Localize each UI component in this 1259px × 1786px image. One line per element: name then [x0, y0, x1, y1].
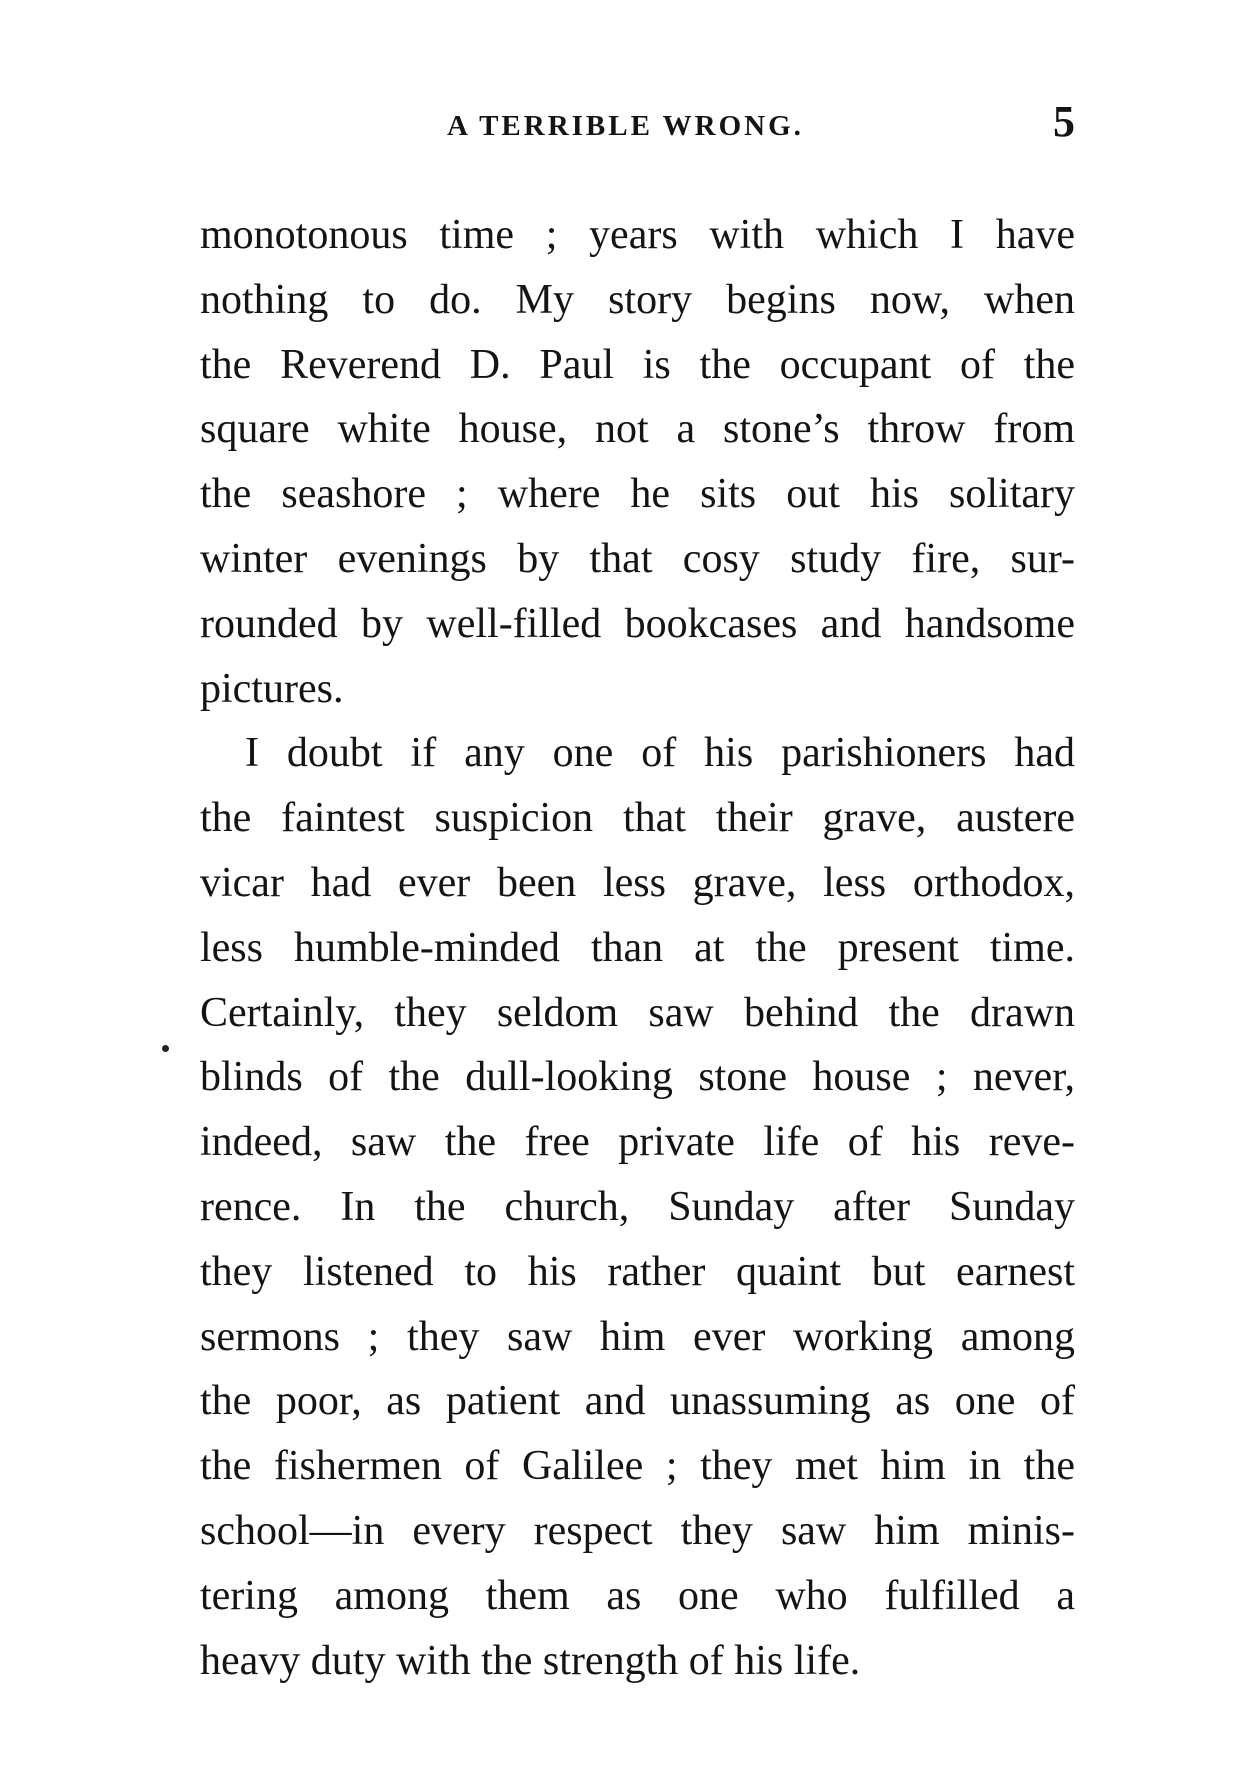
text-line: monotonous time ; years with which I have — [200, 212, 1075, 258]
text-line: winter evenings by that cosy study fire, sur- — [200, 535, 1075, 582]
text-line: heavy duty with the strength of his life. — [200, 1637, 861, 1684]
text-line: nothing to do. My story begins now, when — [200, 276, 1075, 323]
text-line: I doubt if any one of his parishioners had — [245, 730, 1075, 777]
text-line: the fishermen of Galilee ; they met him in the — [200, 1443, 1075, 1490]
text-line: the Reverend D. Paul is the occupant of the — [200, 341, 1075, 388]
text-line: indeed, saw the free private life of his reve- — [200, 1119, 1075, 1166]
text-line: sermons ; they saw him ever working among — [200, 1313, 1075, 1360]
page-number: 5 — [1053, 97, 1075, 146]
margin-dot-mark — [162, 1045, 169, 1052]
text-line: pictures. — [200, 665, 344, 712]
paragraph-1 — [200, 205, 1075, 723]
text-line: less humble-minded than at the present time. — [200, 924, 1075, 971]
text-line: school—in every respect they saw him minis- — [200, 1507, 1075, 1554]
text-line: square white house, not a stone’s throw from — [200, 406, 1075, 453]
text-line: the faintest suspicion that their grave, austere — [200, 795, 1075, 842]
text-line: they listened to his rather quaint but earnest — [200, 1248, 1075, 1295]
body-text — [200, 205, 1075, 1695]
text-line: rence. In the church, Sunday after Sunday — [200, 1183, 1075, 1230]
text-line: the poor, as patient and unassuming as one of — [200, 1378, 1075, 1425]
text-line: the seashore ; where he sits out his solitary — [200, 471, 1075, 518]
text-line: rounded by well-filled bookcases and handsome — [200, 600, 1075, 647]
running-title: A TERRIBLE WRONG. — [447, 110, 804, 142]
text-line: blinds of the dull-looking stone house ; never, — [200, 1054, 1075, 1101]
text-line: tering among them as one who fulfilled a — [200, 1572, 1075, 1619]
running-head — [200, 96, 1075, 156]
paragraph-2 — [200, 723, 1075, 1695]
text-line: vicar had ever been less grave, less orthodox, — [200, 859, 1075, 906]
text-line: Certainly, they seldom saw behind the drawn — [200, 989, 1075, 1036]
